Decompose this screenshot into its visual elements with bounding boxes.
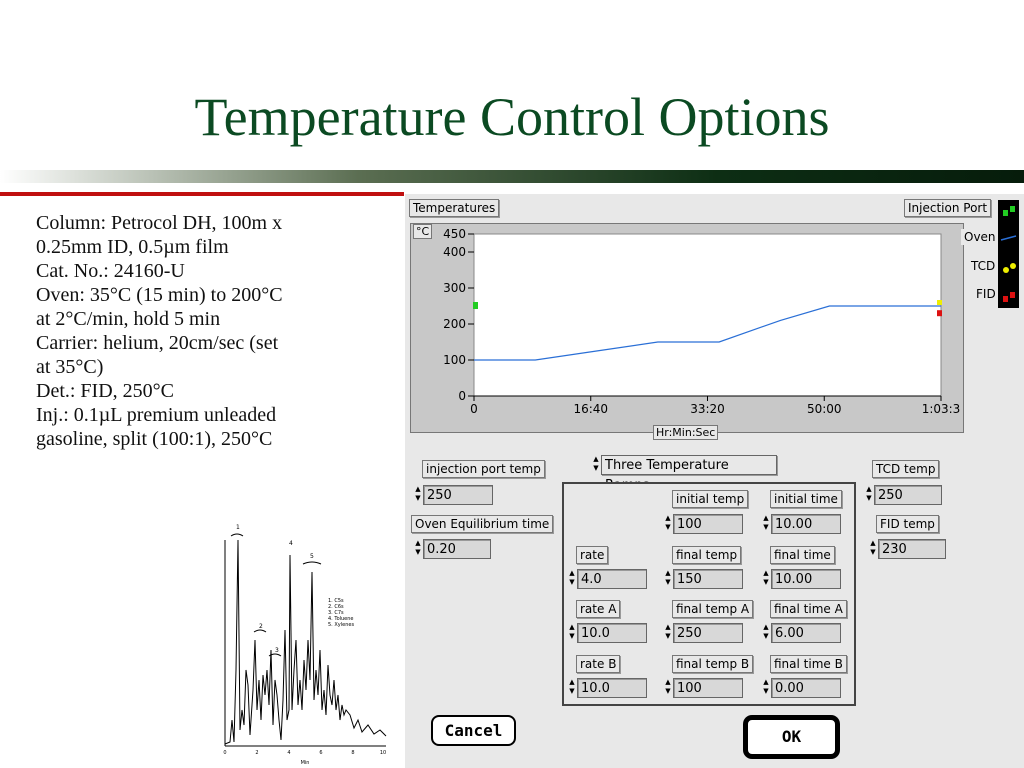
info-line: Carrier: helium, 20cm/sec (set <box>36 332 279 354</box>
rate-a-label: rate A <box>576 600 620 618</box>
x-tick-label: 10 <box>379 750 387 756</box>
oven-equilibrium-time-field[interactable]: 0.20 <box>423 539 491 559</box>
legend-oven: Oven <box>961 229 999 245</box>
red-divider-line <box>0 192 404 196</box>
legend-injection-port: Injection Port <box>904 199 991 217</box>
final-temp-a-field[interactable]: 250 <box>673 623 743 643</box>
info-line: at 2°C/min, hold 5 min <box>36 308 221 330</box>
ramp-mode-stepper[interactable]: ▲ ▼ <box>593 455 599 472</box>
peak-label: 5 <box>310 553 314 560</box>
chromatogram-legend <box>328 598 354 628</box>
final-time-a-field[interactable]: 6.00 <box>771 623 841 643</box>
peak-brackets <box>231 534 321 656</box>
peak-label: 2 <box>259 623 263 630</box>
x-tick-label: 0 <box>223 750 227 756</box>
temperatures-chart-label: Temperatures <box>409 199 499 217</box>
injection-port-temp-field[interactable]: 250 <box>423 485 493 505</box>
x-tick-label: 4 <box>287 750 291 756</box>
legend-entry: 2. C6s <box>328 604 344 610</box>
temperature-unit-label: °C <box>413 224 432 239</box>
oven-equilibrium-time-label: Oven Equilibrium time <box>411 515 553 533</box>
legend-swatch-tcd <box>1003 267 1009 273</box>
ok-button[interactable]: OK <box>744 716 839 758</box>
info-line: Column: Petrocol DH, 100m x <box>36 212 283 234</box>
x-axis-label: Hr:Min:Sec <box>653 425 718 440</box>
rate-a-stepper[interactable]: ▲ ▼ <box>569 623 575 640</box>
slide-title: Temperature Control Options <box>194 87 830 147</box>
final-temp-b-stepper[interactable]: ▲ ▼ <box>665 678 671 695</box>
final-time-a-label: final time A <box>770 600 847 618</box>
x-tick-label: 33:20 <box>690 402 725 416</box>
x-axis-unit: Min <box>300 760 310 766</box>
ramp-mode-selector[interactable]: Three Temperature <box>601 455 777 475</box>
rate-field[interactable]: 4.0 <box>577 569 647 589</box>
legend-entry: 5. Xylenes <box>328 622 355 628</box>
legend-swatch-fid <box>1003 296 1008 302</box>
rate-b-label: rate B <box>576 655 620 673</box>
peak-label: 3 <box>275 647 279 654</box>
x-tick-label: 2 <box>255 750 259 756</box>
peak-label: 1 <box>236 524 240 531</box>
legend-fid: FID <box>973 286 999 302</box>
rate-label: rate <box>576 546 608 564</box>
legend-tcd: TCD <box>968 258 998 274</box>
chart-legend-swatches <box>998 200 1019 308</box>
y-tick-label: 450 <box>443 227 466 241</box>
fid-temp-stepper[interactable]: ▲ ▼ <box>870 539 876 556</box>
initial-time-label: initial time <box>770 490 842 508</box>
peak-label: 4 <box>289 540 293 547</box>
fid-marker <box>937 310 942 316</box>
final-temp-field[interactable]: 150 <box>673 569 743 589</box>
info-line: Cat. No.: 24160-U <box>36 260 185 282</box>
plot-area <box>474 234 941 396</box>
rate-b-field[interactable]: 10.0 <box>577 678 647 698</box>
info-line: gasoline, split (100:1), 250°C <box>36 428 273 450</box>
rate-b-stepper[interactable]: ▲ ▼ <box>569 678 575 695</box>
legend-entry: 1. C5s <box>328 598 344 604</box>
initial-temp-stepper[interactable]: ▲ ▼ <box>665 514 671 531</box>
y-tick-label: 100 <box>443 353 466 367</box>
final-time-b-field[interactable]: 0.00 <box>771 678 841 698</box>
tcd-temp-field[interactable]: 250 <box>874 485 942 505</box>
oven-equilibrium-time-stepper[interactable]: ▲ ▼ <box>415 539 421 556</box>
x-tick-label: 1:03:3 <box>921 402 961 416</box>
injection-port-temp-label: injection port temp <box>422 460 545 478</box>
initial-temp-label: initial temp <box>672 490 748 508</box>
rate-a-field[interactable]: 10.0 <box>577 623 647 643</box>
cancel-button[interactable]: Cancel <box>431 715 516 746</box>
initial-time-field[interactable]: 10.00 <box>771 514 841 534</box>
info-line: Det.: FID, 250°C <box>36 380 174 402</box>
final-temp-b-field[interactable]: 100 <box>673 678 743 698</box>
final-temp-a-label: final temp A <box>672 600 753 618</box>
x-tick-label: 50:00 <box>806 402 842 416</box>
fid-temp-field[interactable]: 230 <box>878 539 946 559</box>
tcd-temp-label: TCD temp <box>872 460 939 478</box>
x-tick-label: 6 <box>319 750 323 756</box>
initial-temp-field[interactable]: 100 <box>673 514 743 534</box>
legend-entry: 3. C7s <box>328 610 344 616</box>
legend-entry: 4. Toluene <box>328 616 354 622</box>
peak-labels <box>236 524 314 654</box>
injection-port-marker <box>473 302 478 309</box>
final-time-b-stepper[interactable]: ▲ ▼ <box>763 678 769 695</box>
final-time-a-stepper[interactable]: ▲ ▼ <box>763 623 769 640</box>
column-info-text <box>36 211 366 451</box>
legend-swatch-injection <box>1003 210 1008 216</box>
temperatures-chart <box>409 222 965 444</box>
tcd-temp-stepper[interactable]: ▲ ▼ <box>866 485 872 502</box>
y-tick-label: 400 <box>443 245 466 259</box>
x-tick-label: 0 <box>470 402 478 416</box>
chromatogram-image <box>218 520 398 768</box>
final-time-field[interactable]: 10.00 <box>771 569 841 589</box>
y-tick-label: 0 <box>458 389 466 403</box>
x-tick-label: 8 <box>351 750 355 756</box>
final-time-b-label: final time B <box>770 655 847 673</box>
final-temp-a-stepper[interactable]: ▲ ▼ <box>665 623 671 640</box>
rate-stepper[interactable]: ▲ ▼ <box>569 569 575 586</box>
info-line: Oven: 35°C (15 min) to 200°C <box>36 284 283 306</box>
fid-temp-label: FID temp <box>876 515 939 533</box>
info-line: at 35°C) <box>36 356 104 378</box>
info-line: 0.25mm ID, 0.5µm film <box>36 236 229 258</box>
y-tick-label: 300 <box>443 281 466 295</box>
final-time-stepper[interactable]: ▲ ▼ <box>763 569 769 586</box>
chromatogram-trace <box>225 540 386 744</box>
final-time-label: final time <box>770 546 835 564</box>
final-temp-b-label: final temp B <box>672 655 753 673</box>
injection-port-temp-stepper[interactable]: ▲ ▼ <box>415 485 421 502</box>
initial-time-stepper[interactable]: ▲ ▼ <box>763 514 769 531</box>
tcd-marker <box>937 300 942 305</box>
final-temp-label: final temp <box>672 546 741 564</box>
x-tick-label: 16:40 <box>573 402 609 416</box>
y-tick-label: 200 <box>443 317 466 331</box>
title-divider-band <box>0 170 1024 183</box>
final-temp-stepper[interactable]: ▲ ▼ <box>665 569 671 586</box>
info-line: Inj.: 0.1µL premium unleaded <box>36 404 277 426</box>
chromatogram-x-ticks <box>223 750 386 766</box>
